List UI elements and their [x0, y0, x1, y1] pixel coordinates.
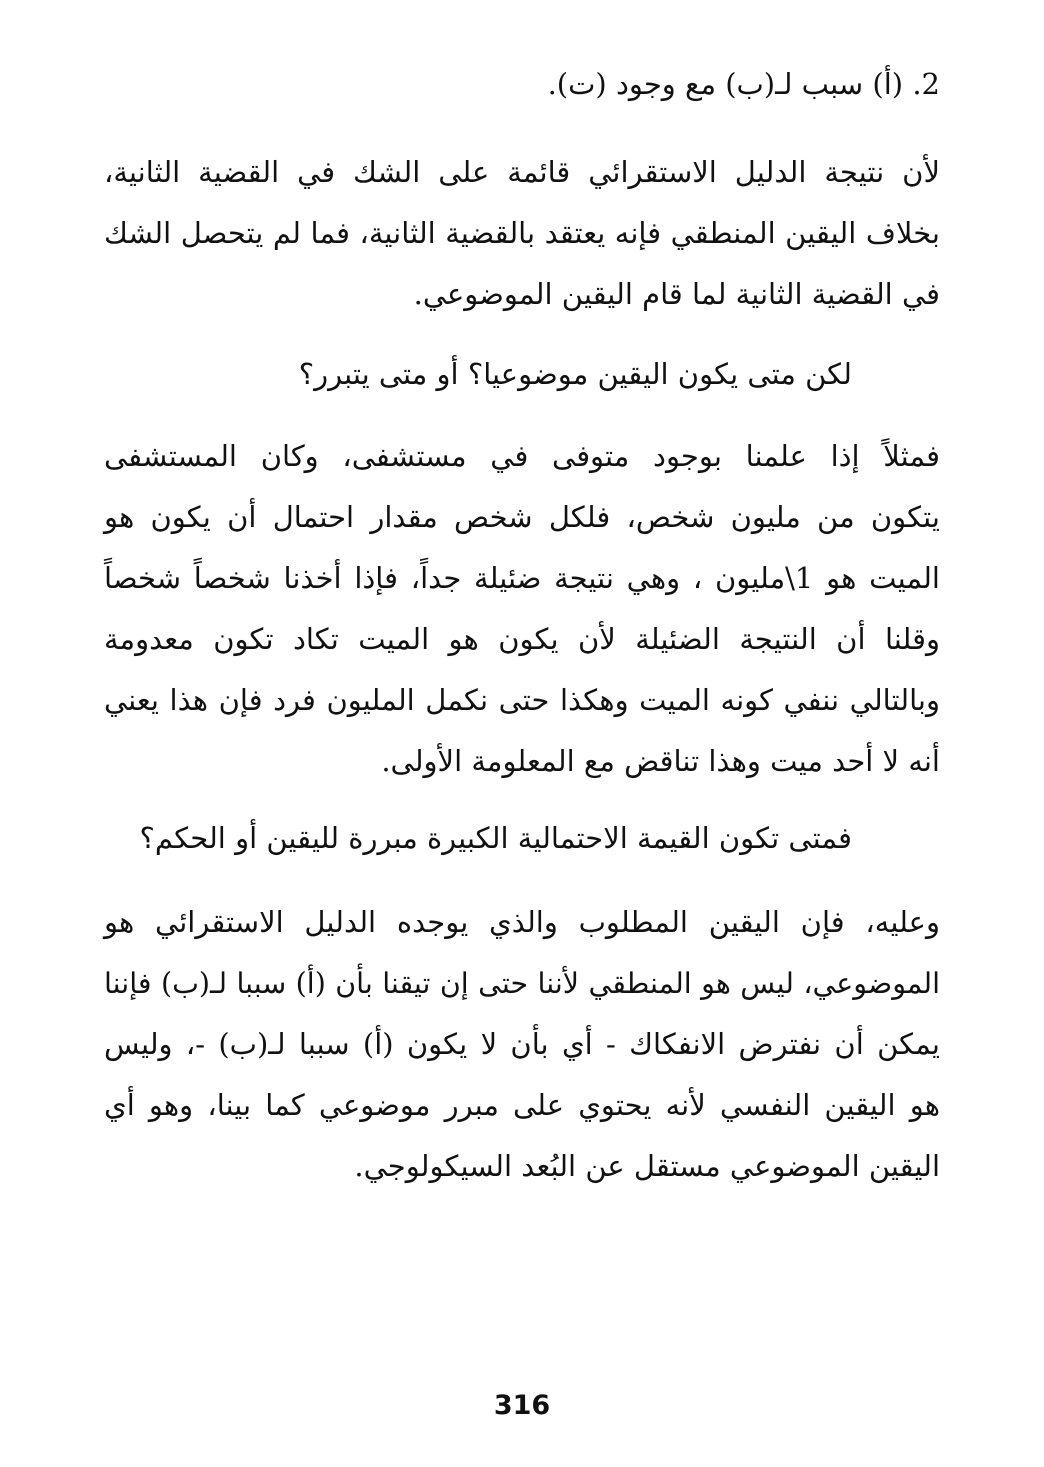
paragraph-line: لأن نتيجة الدليل الاستقرائي قائمة على الشك في القضية الثانية، — [104, 155, 940, 189]
question-line: لكن متى يكون اليقين موضوعيا؟ أو متى يتبرر؟ — [298, 357, 852, 391]
paragraph-line: في القضية الثانية لما قام اليقين الموضوعي. — [413, 277, 940, 311]
paragraph-line: اليقين الموضوعي مستقل عن البُعد السيكولوجي. — [354, 1149, 940, 1183]
paragraph-line: هو اليقين النفسي لأنه يحتوي على مبرر موضوعي كما بينا، وهو أي — [104, 1088, 940, 1122]
paragraph-line: الموضوعي، ليس هو المنطقي لأننا حتى إن تيقنا بأن (أ) سببا لـ(ب) فإننا — [104, 967, 940, 1000]
paragraph-line: يتكون من مليون شخص، فلكل شخص مقدار احتمال أن يكون هو — [104, 500, 940, 534]
paragraph-2 — [104, 426, 940, 792]
paragraph-line: فمثلاً إذا علمنا بوجود متوفى في مستشفى، وكان المستشفى — [104, 439, 940, 473]
paragraph-line: وبالتالي ننفي كونه الميت وهكذا حتى نكمل المليون فرد فإن هذا يعني — [104, 683, 940, 717]
paragraph-1 — [104, 142, 940, 325]
paragraph-line: وعليه، فإن اليقين المطلوب والذي يوجده الدليل الاستقرائي هو — [104, 905, 940, 939]
paragraph-3 — [104, 892, 940, 1197]
paragraph-line: الميت هو 1\مليون ، وهي نتيجة ضئيلة جداً، فإذا أخذنا شخصاً شخصاً — [104, 561, 940, 595]
paragraph-line: أنه لا أحد ميت وهذا تناقض مع المعلومة الأولى. — [381, 744, 940, 778]
question-line: فمتى تكون القيمة الاحتمالية الكبيرة مبررة لليقين أو الحكم؟ — [139, 821, 852, 855]
page-number: 316 — [493, 1390, 551, 1421]
numbered-item: 2. (أ) سبب لـ(ب) مع وجود (ت). — [547, 67, 940, 101]
paragraph-line: يمكن أن نفترض الانفكاك - أي بأن لا يكون (أ) سببا لـ(ب) -، وليس — [104, 1027, 940, 1061]
paragraph-line: بخلاف اليقين المنطقي فإنه يعتقد بالقضية الثانية، فما لم يتحصل الشك — [104, 216, 940, 250]
paragraph-line: وقلنا أن النتيجة الضئيلة لأن يكون هو الميت تكاد تكون معدومة — [104, 622, 940, 656]
